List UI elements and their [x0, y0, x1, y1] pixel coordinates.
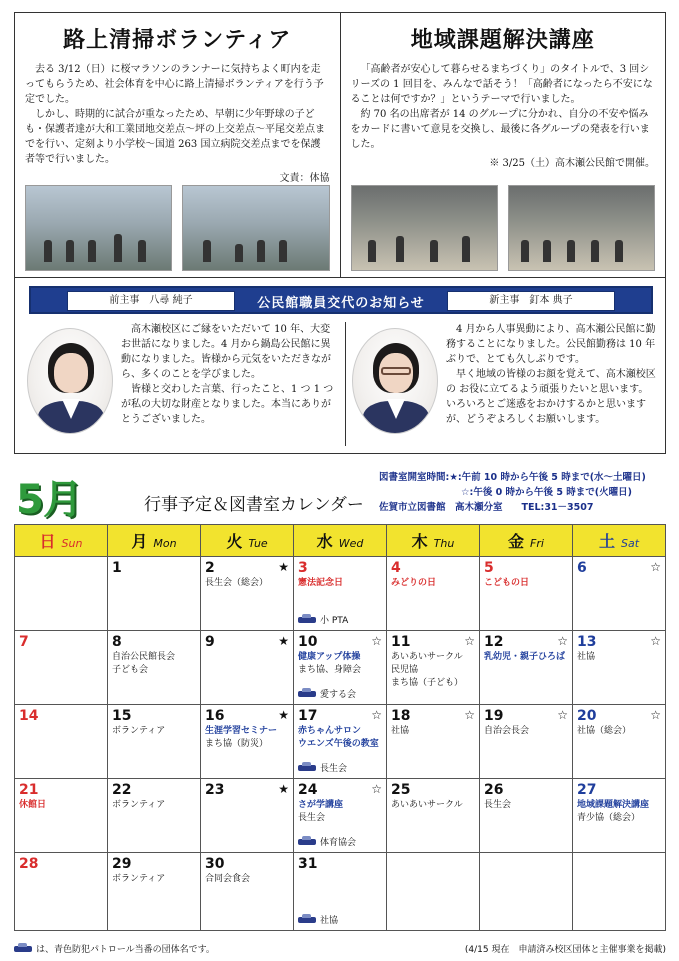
library-open-star-icon: ★ [278, 560, 289, 574]
article-note: ※ 3/25（土）高木瀬公民館で開催。 [489, 158, 655, 169]
calendar-grid [14, 524, 666, 931]
patrol-entry: 体育協会 [298, 836, 356, 850]
staff-banner [29, 286, 653, 314]
day-cell-empty [15, 557, 108, 631]
week-row [15, 853, 666, 931]
day-cell: 21 休館日 [15, 779, 108, 853]
patrol-car-icon [298, 762, 316, 773]
library-open-star-icon: ★ [278, 634, 289, 648]
former-staff-message: 高木瀬校区にご縁をいただいて 10 年、大変お世話になりました。4 月から鍋島公民館に異動になりました。皆様から元気をいただきながら、多くのことを学びました。 皆様と交わした言葉、行ったこと、1 つ 1 つが私の大切な財産となりました。本当にありがとうございました。 [121, 324, 334, 425]
new-staff-portrait [352, 328, 438, 434]
library-contact: 佐賀市立図書館 高木瀬分室 TEL:31－3507 [379, 502, 594, 513]
library-half-star-icon: ☆ [464, 708, 475, 722]
weekday-sat: 土 Sat [573, 525, 666, 557]
article-photos [351, 185, 656, 271]
patrol-entry: 社協 [298, 914, 338, 928]
weekday-fri: 金 Fri [480, 525, 573, 557]
calendar-title: 行事予定＆図書室カレンダー [144, 495, 364, 515]
former-staff-column [25, 322, 341, 446]
library-half-star-icon: ☆ [557, 708, 568, 722]
calendar-footer [14, 942, 666, 955]
day-cell: 12 ☆ 乳幼児・親子ひろば [480, 631, 573, 705]
library-open-star-icon: ★ [278, 708, 289, 722]
day-cell: 7 [15, 631, 108, 705]
library-half-star-icon: ☆ [371, 634, 382, 648]
day-cell: 16 ★ 生涯学習セミナー まち協（防災） [201, 705, 294, 779]
day-cell: 2 ★ 長生会（総会） [201, 557, 294, 631]
day-cell: 23 ★ [201, 779, 294, 853]
day-cell: 27 地域課題解決講座 青少協（総会） [573, 779, 666, 853]
week-row [15, 631, 666, 705]
day-cell: 6 ☆ [573, 557, 666, 631]
day-cell-empty [573, 853, 666, 931]
weekday-header-row [15, 525, 666, 557]
day-cell: 3 憲法記念日 小 PTA [294, 557, 387, 631]
day-cell: 10 ☆ 健康アップ体操 まち協、身障会 愛する会 [294, 631, 387, 705]
day-cell: 1 [108, 557, 201, 631]
calendar-header [14, 466, 666, 522]
photo-lecture-2 [508, 185, 655, 271]
library-hours: 図書室開室時間:★:午前 10 時から午後 5 時まで(水～土曜日) ☆:午後 0 時から午後 5 時まで(火曜日) 佐賀市立図書館 高木瀬分室 TEL:31－3507 [379, 472, 646, 513]
photo-cleaning-1 [25, 185, 172, 271]
footer-note: (4/15 現在 申請済み校区団体と主催事業を掲載) [464, 945, 666, 955]
library-half-star-icon: ☆ [371, 782, 382, 796]
library-half-star-icon: ☆ [371, 708, 382, 722]
day-cell: 15 ボランティア [108, 705, 201, 779]
patrol-entry: 愛する会 [298, 688, 356, 702]
patrol-car-icon [298, 688, 316, 699]
former-staff-label: 前主事 八尋 純子 [67, 291, 235, 311]
day-cell: 13 ☆ 社協 [573, 631, 666, 705]
day-cell: 17 ☆ 赤ちゃんサロン ウエンズ午後の教室 長生会 [294, 705, 387, 779]
article-credit: 文責：体協 [279, 173, 330, 184]
weekday-tue: 火 Tue [201, 525, 294, 557]
day-cell: 5 こどもの日 [480, 557, 573, 631]
new-staff-column [345, 322, 661, 446]
day-cell: 20 ☆ 社協（総会） [573, 705, 666, 779]
staff-title: 公民館職員交代のお知らせ [257, 296, 425, 311]
day-cell: 31 社協 [294, 853, 387, 931]
week-row [15, 779, 666, 853]
former-staff-portrait [27, 328, 113, 434]
staff-change-section [14, 278, 666, 454]
library-half-star-icon: ☆ [650, 560, 661, 574]
day-cell: 9 ★ [201, 631, 294, 705]
weekday-wed: 水 Wed [294, 525, 387, 557]
day-cell: 28 [15, 853, 108, 931]
day-cell: 26 長生会 [480, 779, 573, 853]
weekday-thu: 木 Thu [387, 525, 480, 557]
day-cell: 25 あいあいサークル [387, 779, 480, 853]
article-title: 地域課題解決講座 [410, 28, 595, 53]
new-staff-message: 4 月から人事異動により、高木瀬公民館に勤務することになりました。公民館勤務は 10 年ぶりで、とても久しぶりです。 早く地域の皆様のお顔を覚えて、高木瀬校区の お役に立てるよう頑張りたいと思います。いろいろとご迷惑をおかけするかと思いますが、どうぞよろしくお願いします。 [446, 324, 656, 425]
library-half-star-icon: ☆ [464, 634, 475, 648]
day-cell: 8 自治公民館長会 子ども会 [108, 631, 201, 705]
day-cell: 30 合同会食会 [201, 853, 294, 931]
article-paragraph: 「高齢者が安心して暮らせるまちづくり」のタイトルで、3 回シリーズの 1 回目を、みんなで話そう！「高齢者になったら不安になることは何ですか？」というテーマで行いました。 [350, 64, 653, 105]
weekday-mon: 月 Mon [108, 525, 201, 557]
day-cell: 19 ☆ 自治会長会 [480, 705, 573, 779]
library-half-star-icon: ☆ [650, 708, 661, 722]
article-photos [25, 185, 330, 271]
patrol-car-icon [298, 614, 316, 625]
library-half-star-icon: ☆ [650, 634, 661, 648]
library-open-star-icon: ★ [278, 782, 289, 796]
weekday-sun: 日 Sun [15, 525, 108, 557]
day-cell: 22 ボランティア [108, 779, 201, 853]
week-row [15, 557, 666, 631]
article-paragraph: しかし、時期的に試合が重なったため、早朝に少年野球の子ども・保護者達が大和工業団地交差点～坪の上交差点～平尾交差点までを行い、定刻より小学校～国道 263 国立病院交差点までを保護者等で行いました。 [25, 109, 325, 165]
photo-cleaning-2 [182, 185, 329, 271]
library-half-star-icon: ☆ [557, 634, 568, 648]
week-row [15, 705, 666, 779]
day-cell-empty [387, 853, 480, 931]
article-title: 路上清掃ボランティア [63, 28, 292, 53]
photo-lecture-1 [351, 185, 498, 271]
article-paragraph: 去る 3/12（日）に桜マラソンのランナーに気持ちよく町内を走ってもらうため、社会体育を中心に路上清掃ボランティアを行う予定でした。 [25, 64, 324, 105]
day-cell: 18 ☆ 社協 [387, 705, 480, 779]
patrol-car-icon [298, 836, 316, 847]
article-street-cleaning [15, 13, 340, 277]
month-label: 5月 [16, 477, 82, 523]
patrol-car-icon [14, 943, 32, 954]
new-staff-label: 新主事 釘本 典子 [447, 291, 615, 311]
article-community-lecture [340, 13, 666, 277]
day-cell-empty [480, 853, 573, 931]
day-cell: 29 ボランティア [108, 853, 201, 931]
patrol-entry: 小 PTA [298, 614, 348, 628]
article-paragraph: 約 70 名の出席者が 14 のグループに分かれ、自分の不安や悩みをカードに書いて意見を交換し、最後に各グループの発表を行いました。 [350, 109, 650, 150]
patrol-entry: 長生会 [298, 762, 347, 776]
footer-legend: は、青色防犯パトロール当番の団体名です。 [36, 945, 215, 955]
top-articles [14, 12, 666, 278]
day-cell: 14 [15, 705, 108, 779]
patrol-car-icon [298, 914, 316, 925]
day-cell: 4 みどりの日 [387, 557, 480, 631]
day-cell: 11 ☆ あいあいサークル 民児協 まち協（子ども） [387, 631, 480, 705]
day-cell: 24 ☆ さが学講座 長生会 体育協会 [294, 779, 387, 853]
